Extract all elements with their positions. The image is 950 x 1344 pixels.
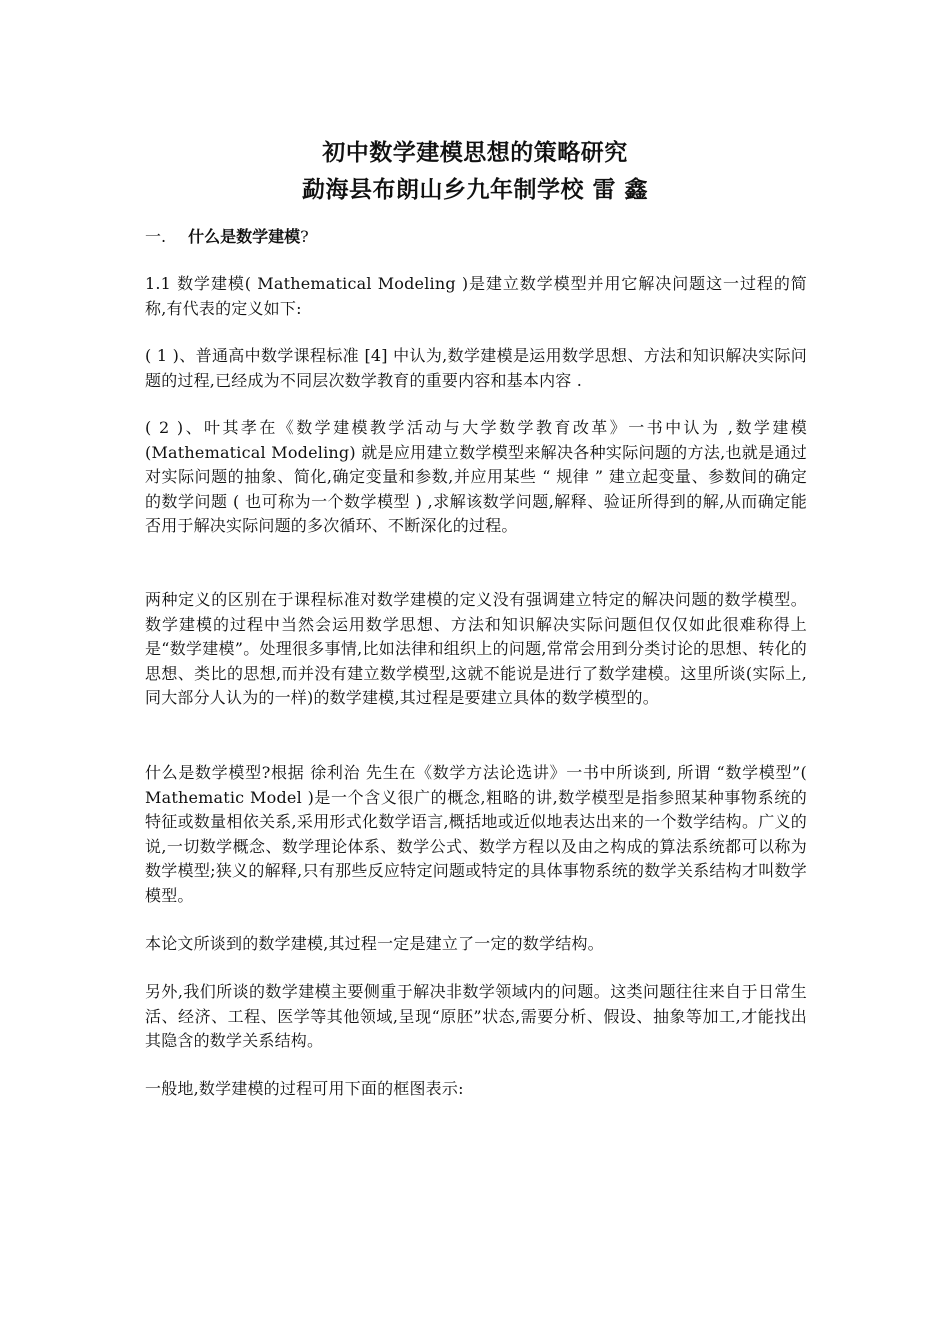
section-heading-suffix: ? [300, 227, 309, 246]
author-affiliation: 勐海县布朗山乡九年制学校 雷 鑫 [301, 177, 648, 203]
paragraph-definition-difference: 两种定义的区别在于课程标准对数学建模的定义没有强调建立特定的解决问题的数学模型。数学建模的过程中当然会运用数学思想、方法和知识解决实际问题但仅仅如此很难称得上是“数学建模”。处理很多事情,比如法律和组织上的问题,常常会用到分类讨论的思想、转化的思想、类比的思想,而并没有建立数学模型,这就不能说是进行了数学建模。这里所谈(实际上,同大部分人认为的一样)的数学建模,其过程是要建立具体的数学模型的。 [145, 590, 807, 707]
document-title: 初中数学建模思想的策略研究 [322, 140, 628, 166]
paragraph-definition-intro: 1.1 数学建模( Mathematical Modeling )是建立数学模型并用它解决问题这一过程的简称,有代表的定义如下: [145, 274, 807, 318]
section-number: 一. [145, 227, 167, 246]
paragraph-process-diagram-intro: 一般地,数学建模的过程可用下面的框图表示: [145, 1079, 464, 1098]
paragraph-thesis-scope: 本论文所谈到的数学建模,其过程一定是建立了一定的数学结构。 [145, 934, 604, 953]
paragraph-definition-1: ( 1 )、普通高中数学课程标准 [4] 中认为,数学建模是运用数学思想、方法和知识解决实际问题的过程,已经成为不同层次数学教育的重要内容和基本内容 . [145, 346, 807, 390]
paragraph-definition-2: ( 2 )、叶其孝在《数学建模教学活动与大学数学教育改革》一书中认为 ,数学建模 (Mathematical Modeling) 就是应用建立数学模型来解决各种实际问题的方法,也就是通过对实际问题的抽象、简化,确定变量和参数,并应用某些 “ 规律 ” 建立起变量、参数间的确定的数学问题 ( 也可称为一个数学模型 ) ,求解该数学问题,解释、验证所得到的解,从而确定能否用于解决实际问题的多次循环、不断深化的过程。 [145, 418, 807, 535]
section-heading-text: 什么是数学建模 [188, 227, 301, 246]
paragraph-math-model: 什么是数学模型?根据 徐利治 先生在《数学方法论选讲》一书中所谈到, 所谓 “数学模型”( Mathematic Model )是一个含义很广的概念,粗略的讲,数学模型是指参照某种事物系统的特征或数量相依关系,采用形式化数学语言,概括地或近似地表达出来的一个数学结构。广义的说,一切数学概念、数学理论体系、数学公式、数学方程以及由之构成的算法系统都可以称为数学模型;狭义的解释,只有那些反应特定问题或特定的具体事物系统的数学关系结构才叫数学模型。 [145, 763, 807, 905]
paragraph-non-math-domains: 另外,我们所谈的数学建模主要侧重于解决非数学领域内的问题。这类问题往往来自于日常生活、经济、工程、医学等其他领域,呈现“原胚”状态,需要分析、假设、抽象等加工,才能找出其隐含的数学关系结构。 [145, 982, 807, 1050]
section-heading [145, 225, 309, 249]
